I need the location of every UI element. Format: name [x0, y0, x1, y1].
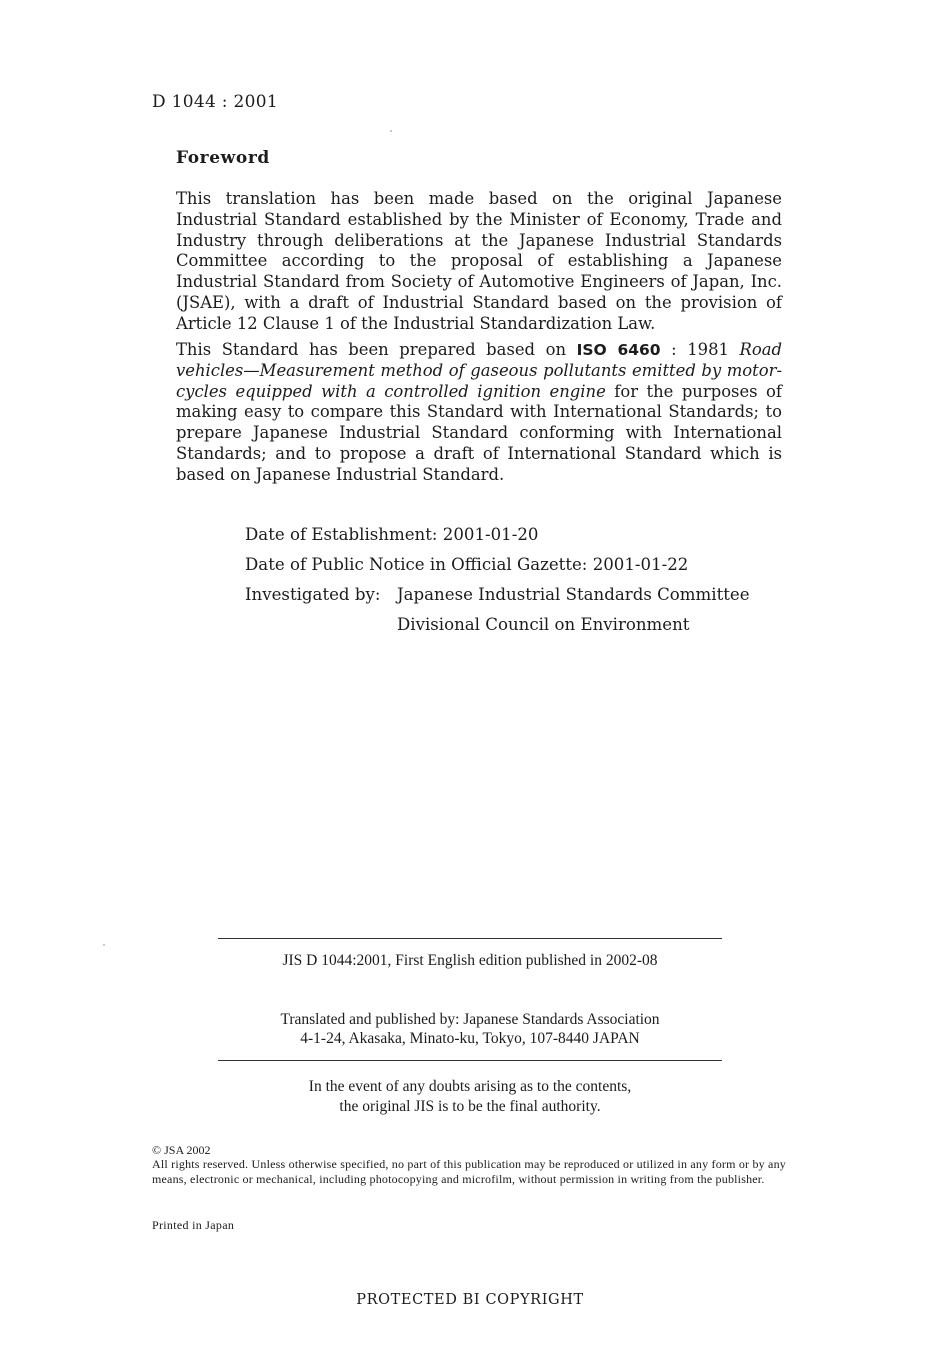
protected-watermark: PROTECTED BІ COPYRIGHT: [356, 1292, 584, 1308]
iso-reference: ISO 6460: [576, 341, 661, 359]
scan-speck: [390, 130, 392, 132]
para2-intro: This Standard has been prepared based on: [176, 340, 577, 359]
foreword-paragraph-2: [176, 340, 782, 486]
gazette-label: Date of Public Notice in Official Gazette:: [245, 555, 588, 574]
establishment-value: 2001-01-20: [442, 525, 539, 544]
para2-rest: for the purposes of making easy to compare this Standard with International Standards; to prepare Japanese Industrial Standard conforming with International Standards; and to propose a draft of International Standard which is based on Japanese Industrial Standard.: [176, 381, 782, 484]
edition-line: JIS D 1044:2001, First English edition published in 2002-08: [282, 952, 658, 969]
investigated-council: Divisional Council on Environment: [397, 615, 690, 634]
gazette-date: [245, 555, 688, 575]
rights-statement: All rights reserved. Unless otherwise specified, no part of this publication may be reproduced or utilized in any form or by any means, electronic or mechanical, including photocopying and microfilm, without permission in writing from the publisher.: [152, 1157, 786, 1186]
foreword-paragraph-1: This translation has been made based on the original Japanese Industrial Standard established by the Minister of Economy, Trade and Industry through deliberations at the Japanese Industrial Standards Committee according to the proposal of establishing a Japanese Industrial Standard from Society of Automotive Engineers of Japan, Inc. (JSAE), with a draft of Industrial Standard based on the provision of Article 12 Clause 1 of the Industrial Standardization Law.: [176, 189, 782, 333]
authority-note-line-1: In the event of any doubts arising as to the contents,: [308, 1078, 632, 1095]
iso-title: Road vehicles—Measurement method of gaseous pollutants emitted by motor-cycles equipped with a controlled ignition engine: [176, 340, 782, 401]
investigated-committee: Japanese Industrial Standards Committee: [397, 585, 750, 604]
divider-bottom: [218, 1060, 722, 1061]
establishment-label: Date of Establishment:: [245, 525, 438, 544]
scan-speck: [103, 944, 105, 946]
copyright-notice: © JSA 2002: [152, 1143, 211, 1157]
publisher-address: 4-1-24, Akasaka, Minato-ku, Tokyo, 107-8440 JAPAN: [300, 1030, 640, 1047]
foreword-heading: Foreword: [176, 148, 270, 168]
publisher-line: Translated and published by: Japanese Standards Association: [280, 1011, 660, 1028]
printed-in: Printed in Japan: [152, 1218, 235, 1232]
divider-top: [218, 938, 722, 939]
document-number: D 1044 : 2001: [152, 92, 278, 112]
establishment-date: [245, 525, 538, 545]
gazette-value: 2001-01-22: [592, 555, 689, 574]
authority-note-line-2: the original JIS is to be the final authority.: [339, 1098, 601, 1115]
iso-year: : 1981: [660, 340, 740, 359]
investigated-label: Investigated by:: [245, 585, 381, 604]
